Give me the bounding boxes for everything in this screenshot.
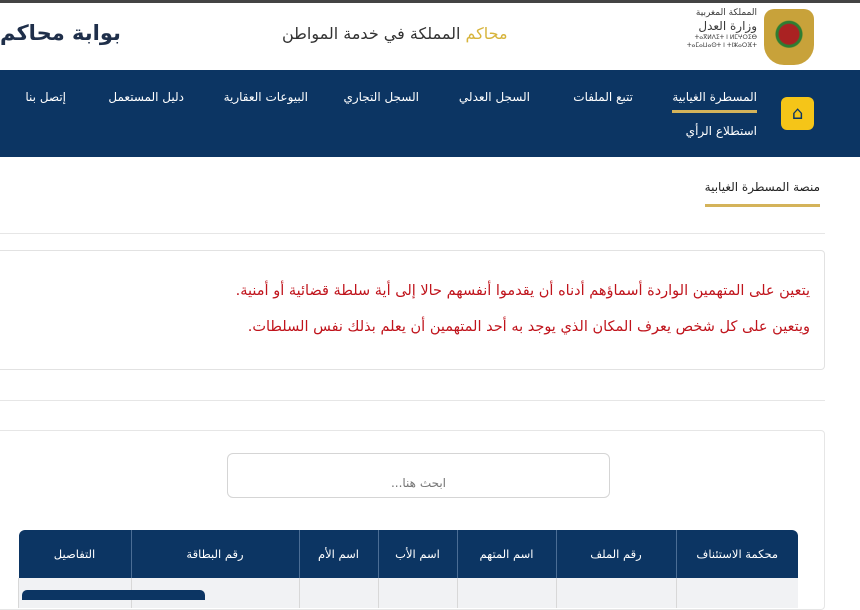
ministry-line: ⵜⴰⴳⵍⴷⵉⵜ ⵏ ⵍⵎⵖⵔⵉⴱ [694,34,757,41]
col-father-name: اسم الأب [378,530,457,578]
home-button[interactable] [781,97,814,130]
slogan-text: المملكة في خدمة المواطن [282,24,466,43]
slogan-highlight: محاكم [465,24,508,43]
page-title: منصة المسطرة الغيابية [705,180,820,207]
nav-item-file-tracking[interactable]: تتبع الملفات [573,90,633,104]
col-id-number: رقم البطاقة [131,530,299,578]
nav-item-user-guide[interactable]: دليل المستعمل [108,90,184,104]
site-header [0,3,860,70]
nav-item-absentia[interactable]: المسطرة الغيابية [672,90,757,113]
ministry-logo-text [687,8,757,50]
col-details: التفاصيل [19,530,132,578]
col-file-number: رقم الملف [556,530,676,578]
main-nav [0,70,860,157]
slogan [282,24,508,43]
search-input[interactable] [227,453,610,498]
details-button[interactable] [22,590,205,600]
nav-item-commercial-register[interactable]: السجل التجاري [343,90,419,104]
notice-line: ويتعين على كل شخص يعرف المكان الذي يوجد به أحد المتهمين أن يعلم بذلك نفس السلطات. [247,319,810,335]
nav-item-survey[interactable]: استطلاع الرأي [685,124,757,138]
col-mother-name: اسم الأم [299,530,378,578]
nav-item-contact[interactable]: إتصل بنا [25,90,66,104]
nav-item-criminal-record[interactable]: السجل العدلي [458,90,530,104]
ministry-line: ⵜⴰⵎⴰⵡⴰⵙⵜ ⵏ ⵜⵏⵣⴰⵔⴼⵜ [686,42,757,49]
divider [0,233,825,234]
coat-of-arms-emblem [764,9,814,65]
warning-notice [0,250,825,370]
notice-line: يتعين على المتهمين الواردة أسماؤهم أدناه أن يقدموا أنفسهم حالا إلى أية سلطة قضائية أو أمنية. [235,283,810,299]
col-defendant-name: اسم المتهم [457,530,556,578]
ministry-name: وزارة العدل [698,19,757,33]
divider [0,400,825,401]
home-icon: ⌂ [791,103,804,124]
ministry-line: المملكة المغربية [695,8,757,18]
brand-logo[interactable]: بوابة محاكم [0,21,121,45]
nav-item-real-estate-sales[interactable]: البيوعات العقارية [223,90,308,104]
col-appeal-court: محكمة الاستئناف [676,530,798,578]
